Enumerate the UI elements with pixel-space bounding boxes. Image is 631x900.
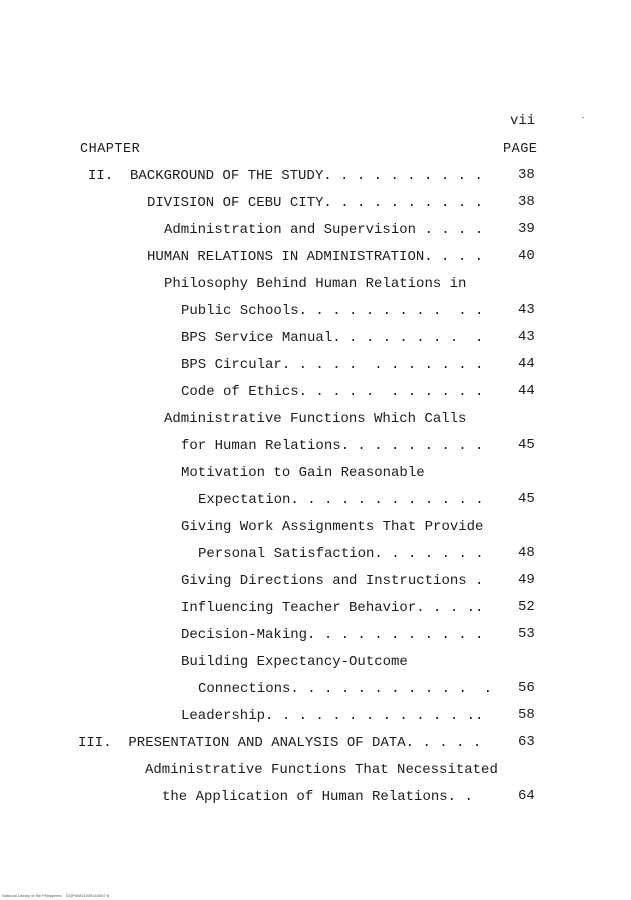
chapter-header: CHAPTER bbox=[80, 142, 141, 157]
toc-entry-page: 52 bbox=[518, 599, 535, 615]
toc-entry-text: DIVISION OF CEBU CITY. . . . . . . . . . bbox=[147, 195, 484, 211]
toc-entry-text: Influencing Teacher Behavior. . . .. bbox=[181, 600, 484, 616]
toc-entry-text: Administrative Functions That Necessitated bbox=[145, 762, 498, 778]
toc-entry-page: 64 bbox=[518, 788, 535, 804]
toc-entry-text: Giving Work Assignments That Provide bbox=[181, 519, 484, 535]
toc-entry-page: 48 bbox=[518, 545, 535, 561]
toc-entry-text: Administrative Functions Which Calls bbox=[164, 411, 467, 427]
toc-entry-page: 56 bbox=[518, 680, 535, 696]
toc-entry-page: 58 bbox=[518, 707, 535, 723]
toc-entry-text: Expectation. . . . . . . . . . . . bbox=[198, 492, 484, 508]
toc-entry-page: 53 bbox=[518, 626, 535, 642]
toc-entry-page: 45 bbox=[518, 437, 535, 453]
toc-entry-text: Decision-Making. . . . . . . . . . . bbox=[181, 627, 484, 643]
toc-entry-text: BPS Circular. . . . . . . . . . . . bbox=[181, 357, 484, 373]
toc-entry-text: III. PRESENTATION AND ANALYSIS OF DATA. . . . . bbox=[78, 735, 482, 751]
toc-entry-page: 63 bbox=[518, 734, 535, 750]
margin-mark bbox=[582, 117, 584, 118]
toc-entry-text: Personal Satisfaction. . . . . . . bbox=[198, 546, 484, 562]
toc-entry-page: 43 bbox=[518, 329, 535, 345]
toc-entry-text: BPS Service Manual. . . . . . . . . bbox=[181, 330, 484, 346]
toc-entry-text: Leadership. . . . . . . . . . . . .. bbox=[181, 708, 484, 724]
toc-entry-text: Code of Ethics. . . . . . . . . . . bbox=[181, 384, 484, 400]
toc-entry-text: Philosophy Behind Human Relations in bbox=[164, 276, 467, 292]
toc-entry-text: Public Schools. . . . . . . . . . . bbox=[181, 303, 484, 319]
toc-entry-page: 40 bbox=[518, 248, 535, 264]
toc-entry-text: Connections. . . . . . . . . . . . bbox=[198, 681, 493, 697]
toc-entry-page: 38 bbox=[518, 194, 535, 210]
toc-entry-page: 38 bbox=[518, 167, 535, 183]
footer-imprint: National Library of the Philippines DQP00811009154067 iii bbox=[2, 893, 110, 898]
toc-entry-text: for Human Relations. . . . . . . . . bbox=[181, 438, 484, 454]
toc-entry-page: 44 bbox=[518, 383, 535, 399]
toc-entry-page: 45 bbox=[518, 491, 535, 507]
toc-entry-text: II. BACKGROUND OF THE STUDY. . . . . . . . . . bbox=[88, 168, 483, 184]
toc-entry-text: Motivation to Gain Reasonable bbox=[181, 465, 425, 481]
toc-entry-page: 44 bbox=[518, 356, 535, 372]
toc-entry-text: Giving Directions and Instructions . bbox=[181, 573, 484, 589]
page-number: vii bbox=[510, 113, 536, 129]
toc-entry-page: 39 bbox=[518, 221, 535, 237]
toc-entry-text: Building Expectancy-Outcome bbox=[181, 654, 408, 670]
toc-entry-page: 49 bbox=[518, 572, 535, 588]
toc-entry-text: HUMAN RELATIONS IN ADMINISTRATION. . . . bbox=[147, 249, 484, 265]
toc-entry-page: 43 bbox=[518, 302, 535, 318]
toc-entry-text: Administration and Supervision . . . . bbox=[164, 222, 484, 238]
toc-entry-text: the Application of Human Relations. . bbox=[162, 789, 473, 805]
page-header: PAGE bbox=[503, 142, 538, 157]
